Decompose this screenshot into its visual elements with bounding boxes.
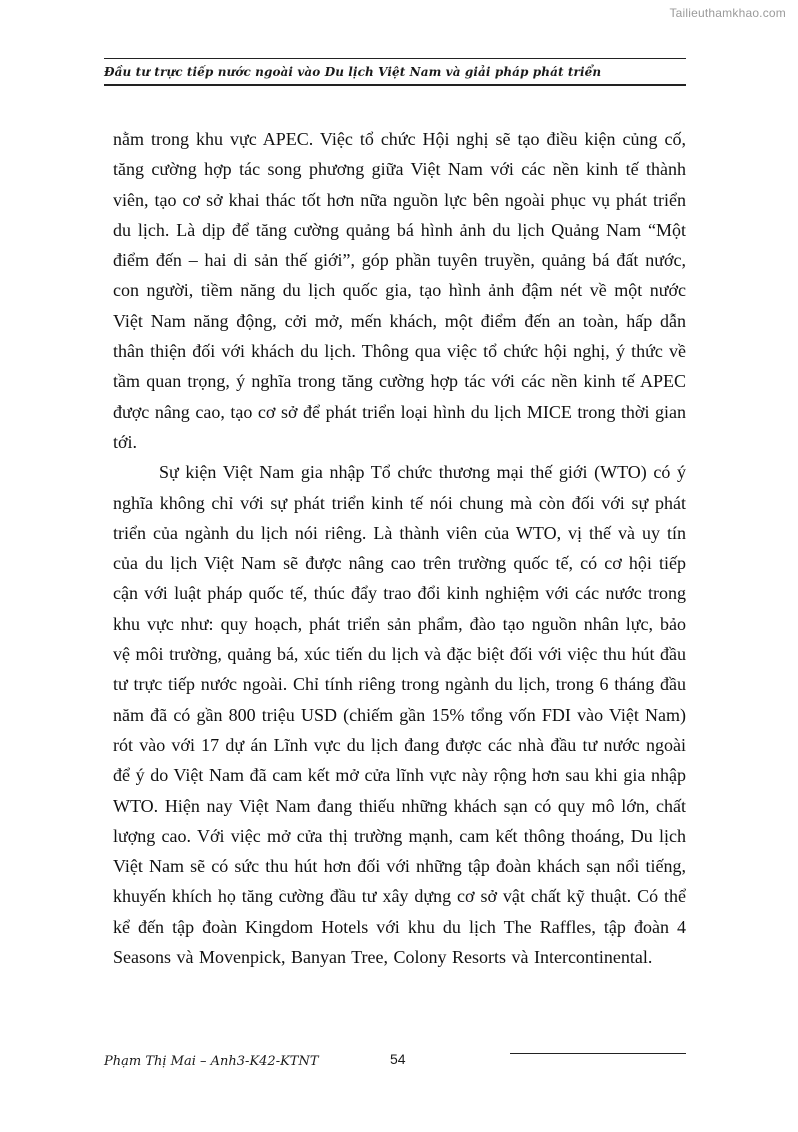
footer-rule	[510, 1053, 686, 1054]
header-title: Đầu tư trực tiếp nước ngoài vào Du lịch Việt Nam và giải pháp phát triển	[104, 65, 602, 79]
page-number: 54	[390, 1051, 406, 1067]
page-footer	[104, 1048, 686, 1078]
page-header	[104, 58, 686, 86]
header-top-rule	[104, 58, 686, 59]
watermark-text: Tailieuthamkhao.com	[669, 6, 786, 20]
footer-author: Phạm Thị Mai – Anh3-K42-KTNT	[104, 1054, 319, 1069]
paragraph-apec: nằm trong khu vực APEC. Việc tổ chức Hội nghị sẽ tạo điều kiện củng cố, tăng cường hợp tác song phương giữa Việt Nam với các nền kinh tế thành viên, tạo cơ sở khai thác tốt hơn nữa nguồn lực bên ngoài phục vụ phát triển du lịch. Là dịp để tăng cường quảng bá hình ảnh du lịch Quảng Nam “Một điểm đến – hai di sản thế giới”, góp phần tuyên truyền, quảng bá đất nước, con người, tiềm năng du lịch quốc gia, tạo hình ảnh đậm nét về một nước Việt Nam năng động, cởi mở, mến khách, một điểm đến an toàn, hấp dẫn thân thiện đối với khách du lịch. Thông qua việc tổ chức hội nghị, ý thức về tầm quan trọng, ý nghĩa trong tăng cường hợp tác với các nền kinh tế APEC được nâng cao, tạo cơ sở để phát triển loại hình du lịch MICE trong thời gian tới.	[113, 129, 686, 452]
paragraph-wto: Sự kiện Việt Nam gia nhập Tổ chức thương mại thế giới (WTO) có ý nghĩa không chỉ với sự phát triển kinh tế nói chung mà còn đối với sự phát triển của ngành du lịch nói riêng. Là thành viên của WTO, vị thế và uy tín của du lịch Việt Nam sẽ được nâng cao trên trường quốc tế, có cơ hội tiếp cận với luật pháp quốc tế, thúc đẩy trao đổi kinh nghiệm với các nước trong khu vực như: quy hoạch, phát triển sản phẩm, đào tạo nguồn nhân lực, bảo vệ môi trường, quảng bá, xúc tiến du lịch và đặc biệt đối với việc thu hút đầu tư trực tiếp nước ngoài. Chỉ tính riêng trong ngành du lịch, trong 6 tháng đầu năm đã có gần 800 triệu USD (chiếm gần 15% tổng vốn FDI vào Việt Nam) rót vào với 17 dự án Lĩnh vực du lịch đang được các nhà đầu tư nước ngoài để ý do Việt Nam đã cam kết mở cửa lĩnh vực này rộng hơn sau khi gia nhập WTO. Hiện nay Việt Nam đang thiếu những khách sạn có quy mô lớn, chất lượng cao. Với việc mở cửa thị trường mạnh, cam kết thông thoáng, Du lịch Việt Nam sẽ có sức thu hút hơn đối với những tập đoàn khách sạn nổi tiếng, khuyến khích họ tăng cường đầu tư xây dựng cơ sở vật chất kỹ thuật. Có thể kể đến tập đoàn Kingdom Hotels với khu du lịch The Raffles, tập đoàn 4 Seasons và Movenpick, Banyan Tree, Colony Resorts và Intercontinental.	[113, 462, 686, 968]
header-bottom-rule	[104, 84, 686, 86]
document-body	[113, 124, 686, 972]
